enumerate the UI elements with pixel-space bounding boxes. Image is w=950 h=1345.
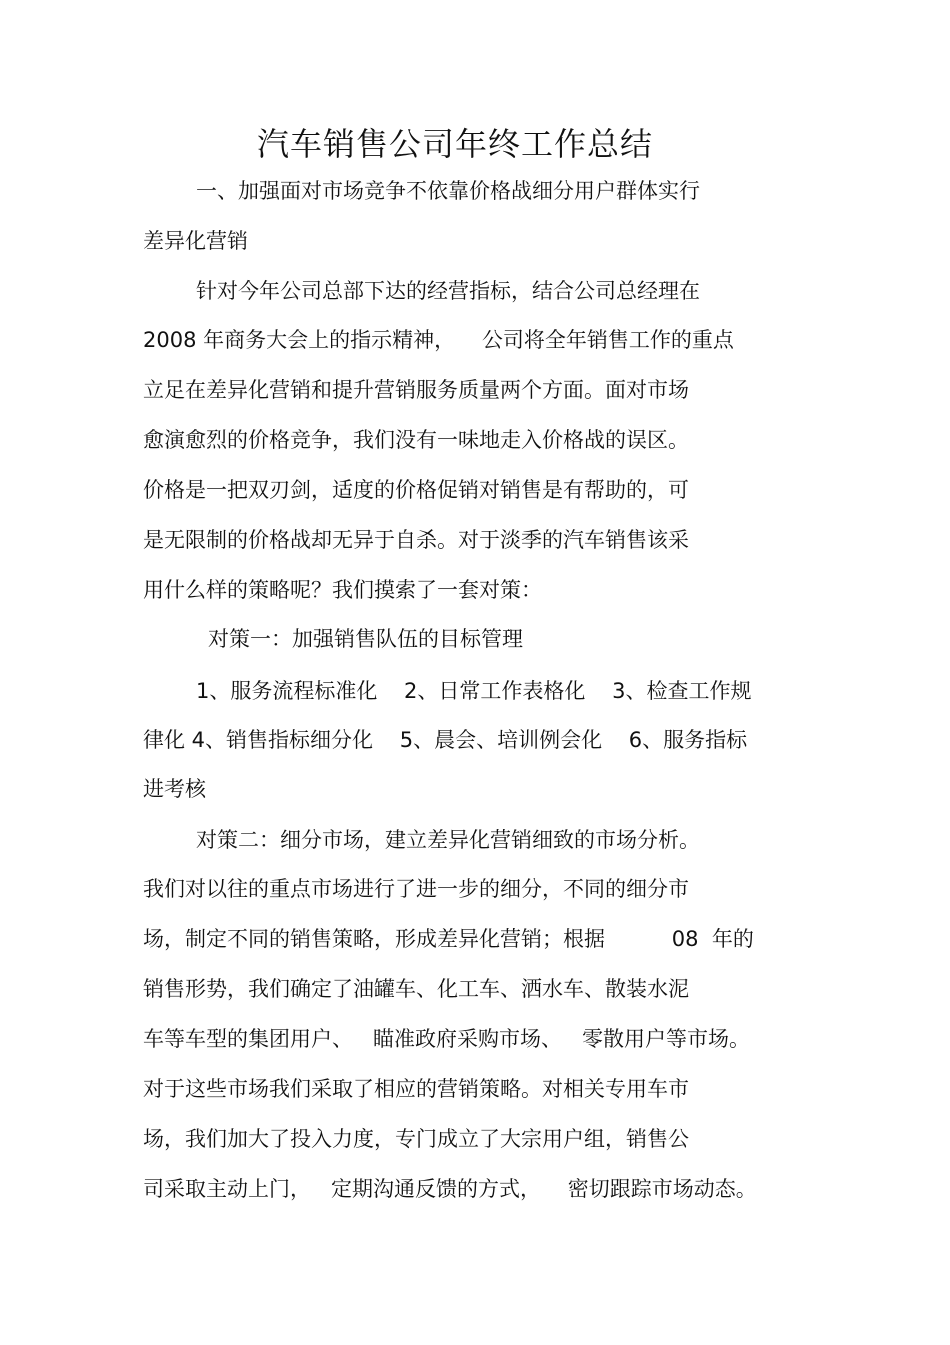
strategy-heading-1: 对策一：加强销售队伍的目标管理 — [208, 627, 523, 651]
paragraph-line: 愈演愈烈的价格竞争，我们没有一味地走入价格战的误区。 — [143, 428, 689, 452]
paragraph-line: 2008 年商务大会上的指示精神， 公司将全年销售工作的重点 — [143, 328, 734, 352]
paragraph-line: 用什么样的策略呢？我们摸索了一套对策： — [143, 578, 542, 602]
paragraph-line: 车等车型的集团用户、 瞄准政府采购市场、 零散用户等市场。 — [143, 1027, 751, 1051]
paragraph-line: 是无限制的价格战却无异于自杀。对于淡季的汽车销售该采 — [143, 528, 689, 552]
section-heading-1: 一、加强面对市场竞争不依靠价格战细分用户群体实行 — [196, 179, 700, 203]
paragraph-line: 针对今年公司总部下达的经营指标，结合公司总经理在 — [196, 279, 700, 303]
paragraph-line: 场，我们加大了投入力度，专门成立了大宗用户组，销售公 — [143, 1127, 689, 1151]
strategy-list-line: 进考核 — [143, 777, 206, 801]
paragraph-line: 立足在差异化营销和提升营销服务质量两个方面。面对市场 — [143, 378, 689, 402]
paragraph-line: 司采取主动上门， 定期沟通反馈的方式， 密切跟踪市场动态。 — [143, 1177, 757, 1201]
strategy-list-line: 律化 4、销售指标细分化 5、晨会、培训例会化 6、服务指标 — [143, 728, 748, 752]
paragraph-line: 销售形势，我们确定了油罐车、化工车、洒水车、散装水泥 — [143, 977, 689, 1001]
paragraph-line: 对于这些市场我们采取了相应的营销策略。对相关专用车市 — [143, 1077, 689, 1101]
paragraph-line: 我们对以往的重点市场进行了进一步的细分，不同的细分市 — [143, 877, 689, 901]
strategy-heading-2: 对策二：细分市场，建立差异化营销细致的市场分析。 — [196, 828, 700, 852]
strategy-list-line: 1、服务流程标准化 2、日常工作表格化 3、检查工作规 — [196, 679, 752, 703]
paragraph-line: 场，制定不同的销售策略，形成差异化营销；根据 08 年的 — [143, 927, 754, 951]
document-title: 汽车销售公司年终工作总结 — [256, 125, 653, 163]
paragraph-line: 价格是一把双刃剑，适度的价格促销对销售是有帮助的，可 — [143, 478, 689, 502]
section-heading-1-cont: 差异化营销 — [143, 229, 248, 253]
